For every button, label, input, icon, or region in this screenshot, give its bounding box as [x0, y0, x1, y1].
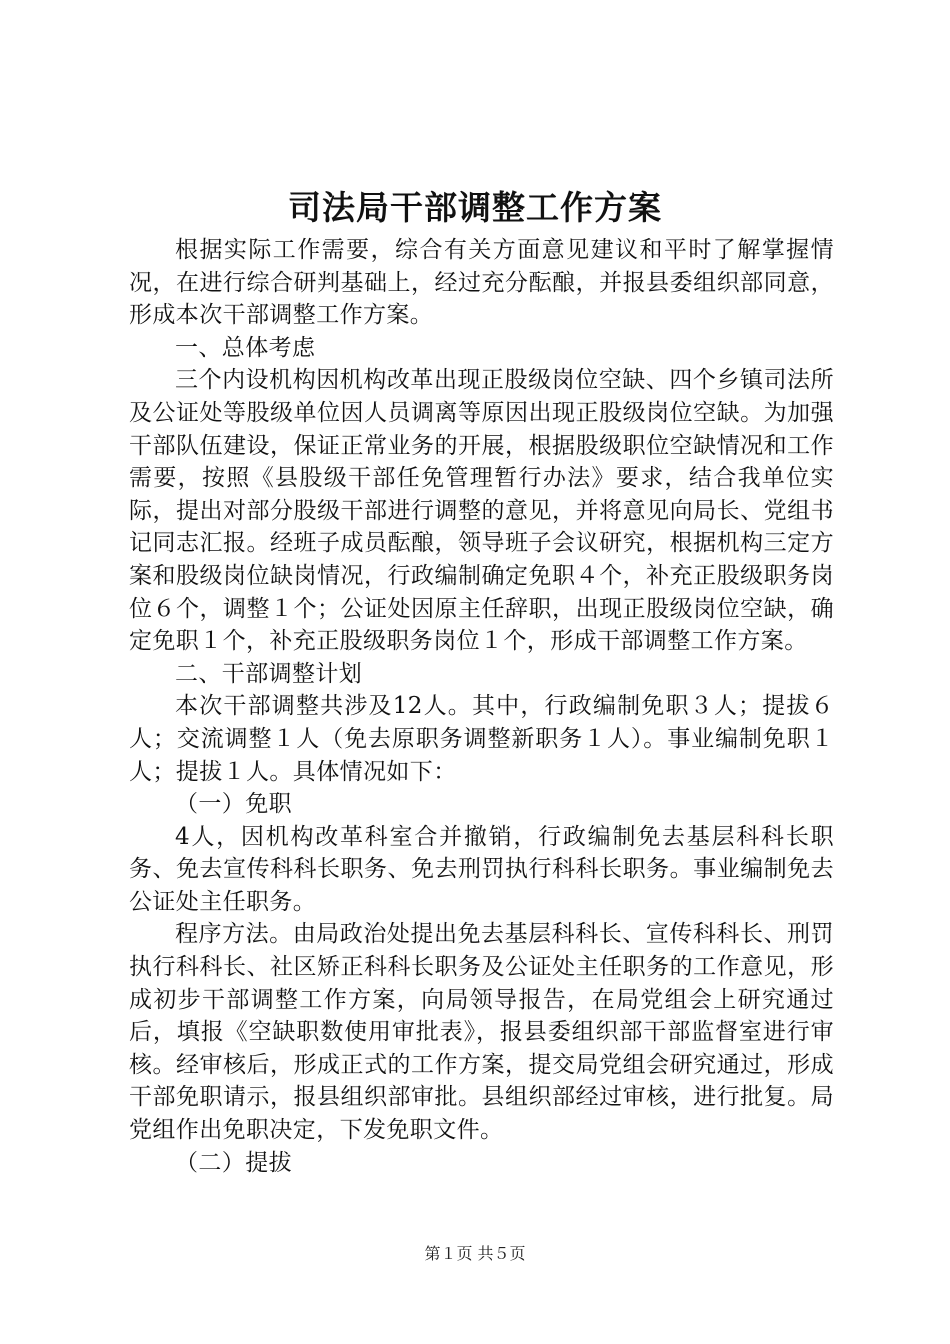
- paragraph-procedure: 程序方法。由局政治处提出免去基层科科长、宣传科科长、刑罚执行科科长、社区矫正科科长职务及公证处主任职务的工作意见，形成初步干部调整工作方案，向局领导报告，在局党组会上研究通过后，填报《空缺职数使用审批表》，报县委组织部干部监督室进行审核。经审核后，形成正式的工作方案，提交局党组会研究通过，形成干部免职请示，报县组织部审批。县组织部经过审核，进行批复。局党组作出免职决定，下发免职文件。: [129, 921, 834, 1144]
- subsection-heading-promotion: （二）提拔: [175, 1149, 292, 1176]
- paragraph-overall: 三个内设机构因机构改革出现正股级岗位空缺、四个乡镇司法所及公证处等股级单位因人员调离等原因出现正股级岗位空缺。为加强干部队伍建设，保证正常业务的开展，根据股级职位空缺情况和工作需要，按照《县股级干部任免管理暂行办法》要求，结合我单位实际，提出对部分股级干部进行调整的意见，并将意见向局长、党组书记同志汇报。经班子成员酝酿，领导班子会议研究，根据机构三定方案和股级岗位缺岗情况，行政编制确定免职４个，补充正股级职务岗位６个，调整１个；公证处因原主任辞职，出现正股级岗位空缺，确定免职１个，补充正股级职务岗位１个，形成干部调整工作方案。: [129, 367, 834, 655]
- paragraph-intro: 根据实际工作需要，综合有关方面意见建议和平时了解掌握情况，在进行综合研判基础上，经过充分酝酿，并报县委组织部同意，形成本次干部调整工作方案。: [129, 237, 834, 329]
- subsection-heading-removal: （一）免职: [175, 791, 292, 818]
- document-title: 司法局干部调整工作方案: [288, 188, 662, 227]
- document-body: [129, 234, 834, 1179]
- paragraph-removal: 4人，因机构改革科室合并撤销，行政编制免去基层科科长职务、免去宣传科科长职务、免去刑罚执行科科长职务。事业编制免去公证处主任职务。: [129, 823, 834, 915]
- section-heading-overall: 一、总体考虑: [175, 334, 316, 361]
- section-heading-plan: 二、干部调整计划: [175, 660, 363, 687]
- page-footer: 第１页 共５页: [424, 1244, 526, 1263]
- paragraph-plan: 本次干部调整共涉及12人。其中，行政编制免职３人；提拔６人；交流调整１人（免去原职务调整新职务１人）。事业编制免职１人；提拔１人。具体情况如下：: [129, 693, 834, 785]
